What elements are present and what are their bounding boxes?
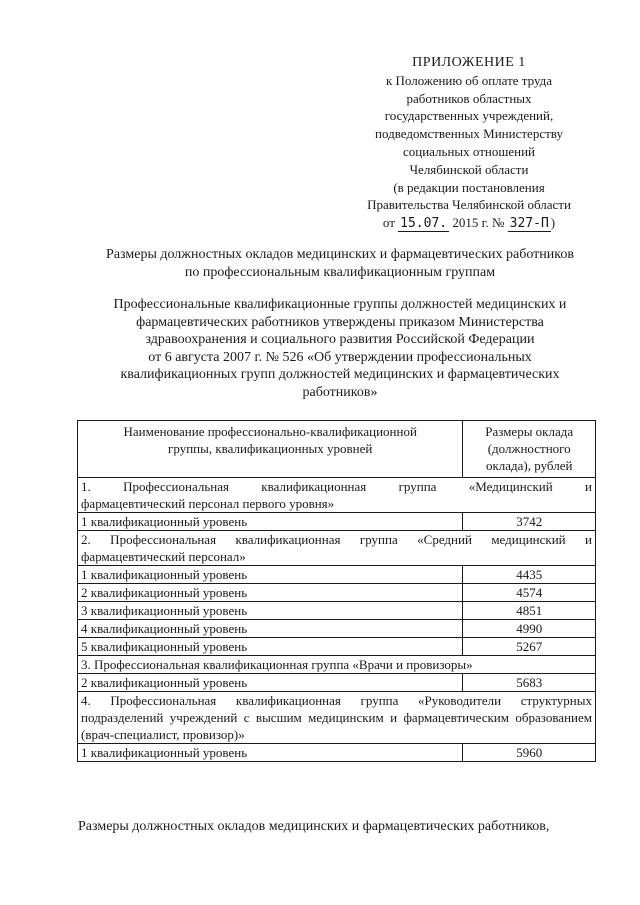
group-title-cell	[78, 478, 596, 513]
table-row	[78, 513, 596, 531]
level-cell: 2 квалификационный уровень	[78, 674, 463, 692]
header-name-line: группы, квалификационных уровней	[168, 441, 373, 456]
group-title-line: 3. Профессиональная квалификационная группа «Врачи и провизоры»	[81, 657, 473, 672]
header-name-line: Наименование профессионально-квалификационной	[123, 424, 417, 439]
group-row	[78, 692, 596, 744]
amount-cell: 4574	[463, 584, 596, 602]
handwritten-date: 15.07.	[400, 216, 448, 232]
amount-cell: 3742	[463, 513, 596, 531]
appendix-date-line	[330, 214, 608, 233]
group-title-cell	[78, 656, 596, 674]
level-cell: 2 квалификационный уровень	[78, 584, 463, 602]
level-cell: 3 квалификационный уровень	[78, 602, 463, 620]
table-row	[78, 620, 596, 638]
group-title-line: 1. Профессиональная квалификационная группа «Медицинский и	[81, 479, 592, 494]
document-heading	[60, 246, 620, 281]
header-amount-cell	[463, 421, 596, 478]
group-title-line: 2. Профессиональная квалификационная группа «Средний медицинский и	[81, 532, 592, 547]
appendix-block	[330, 54, 608, 233]
intro-paragraph	[60, 296, 620, 401]
appendix-line: социальных отношений	[402, 143, 536, 159]
amount-cell: 4435	[463, 566, 596, 584]
group-row	[78, 531, 596, 566]
group-title-cell	[78, 531, 596, 566]
level-cell: 1 квалификационный уровень	[78, 513, 463, 531]
handwritten-number: 327-П	[509, 216, 549, 232]
intro-line: Профессиональные квалификационные группы должностей медицинских и	[113, 297, 567, 312]
header-amount-line: (должностного	[487, 441, 571, 456]
intro-line: работников»	[302, 384, 378, 400]
salary-table	[77, 420, 596, 762]
intro-line: квалификационных групп должностей медицинских и фармацевтических	[120, 367, 560, 382]
amount-cell: 5267	[463, 638, 596, 656]
table-row	[78, 566, 596, 584]
header-name-cell	[78, 421, 463, 478]
amount-cell: 5960	[463, 744, 596, 762]
amount-cell: 4851	[463, 602, 596, 620]
header-amount-line: оклада), рублей	[485, 458, 573, 473]
date-prefix: от	[382, 215, 395, 231]
appendix-line: подведомственных Министерству	[375, 126, 563, 142]
level-cell: 5 квалификационный уровень	[78, 638, 463, 656]
group-title-cell: 4. Профессиональная квалификационная группа «Руководители структурных подразделений учреждений с высшим медицинским и фармацевтическим образованием (врач-специалист, провизор)»	[78, 692, 596, 744]
level-cell: 4 квалификационный уровень	[78, 620, 463, 638]
table-row	[78, 744, 596, 762]
amount-cell: 5683	[463, 674, 596, 692]
heading-line: по профессиональным квалификационным группам	[184, 264, 496, 280]
appendix-line: (в редакции постановления	[393, 179, 545, 195]
group-row	[78, 656, 596, 674]
table-row	[78, 602, 596, 620]
intro-line: здравоохранения и социального развития Российской Федерации	[145, 332, 535, 347]
appendix-title: ПРИЛОЖЕНИЕ 1	[412, 55, 526, 70]
level-cell: 1 квалификационный уровень	[78, 744, 463, 762]
appendix-line: работников областных	[406, 90, 532, 106]
table-row	[78, 638, 596, 656]
group-title-line: фармацевтический персонал»	[81, 549, 246, 564]
group-row	[78, 478, 596, 513]
header-amount-line: Размеры оклада	[485, 424, 574, 439]
heading-line: Размеры должностных окладов медицинских и фармацевтических работников	[106, 247, 574, 262]
table-row	[78, 674, 596, 692]
appendix-line: к Положению об оплате труда	[385, 72, 553, 88]
appendix-line: Правительства Челябинской области	[367, 197, 571, 213]
level-cell: 1 квалификационный уровень	[78, 566, 463, 584]
footer-text: Размеры должностных окладов медицинских и фармацевтических работников,	[78, 819, 550, 834]
amount-cell: 4990	[463, 620, 596, 638]
group-title-line: фармацевтический персонал первого уровня»	[81, 496, 335, 511]
table-row	[78, 584, 596, 602]
year-text: 2015 г. №	[452, 215, 505, 231]
appendix-line: государственных учреждений,	[384, 108, 554, 124]
intro-line: от 6 августа 2007 г. № 526 «Об утверждении профессиональных	[148, 349, 532, 365]
closing-paren: )	[550, 215, 556, 231]
intro-line: фармацевтических работников утверждены приказом Министерства	[136, 314, 544, 330]
appendix-line: Челябинской области	[409, 161, 529, 177]
table-header-row	[78, 421, 596, 478]
